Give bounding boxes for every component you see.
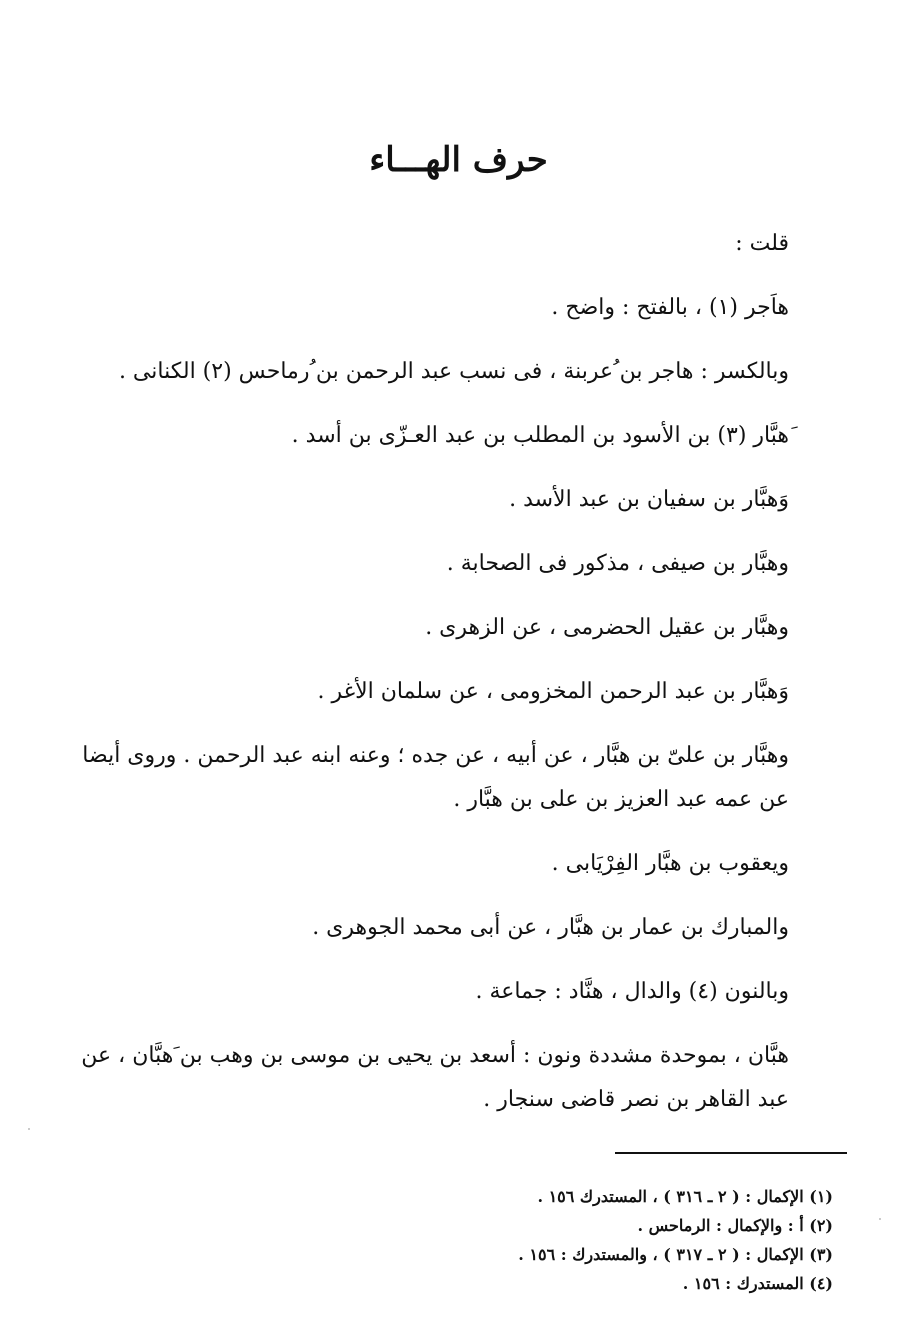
- footnote: (٢) أ : والإكمال : الرماحس .: [637, 1216, 833, 1235]
- body-text: [79, 212, 789, 1132]
- chapter-heading: حرف الهـــاء: [369, 140, 548, 180]
- footnotes: [273, 1182, 833, 1298]
- footnote: (٤) المستدرك : ١٥٦ .: [682, 1274, 833, 1293]
- body-line: وهبَّار بن عقيل الحضرمى ، عن الزهرى .: [425, 615, 789, 640]
- body-line: هاَجر (١) ، بالفتح : واضح .: [551, 295, 789, 320]
- body-line: وهبَّار بن علىّ بن هبَّار ، عن أبيه ، عن جده ؛ وعنه ابنه عبد الرحمن . وروى أيضا: [82, 743, 789, 768]
- scan-speck: [879, 1218, 881, 1220]
- body-line: وبالنون (٤) والدال ، هنَّاد : جماعة .: [475, 979, 789, 1004]
- body-line: وهبَّار بن صيفى ، مذكور فى الصحابة .: [446, 551, 789, 576]
- footnote: (٣) الإكمال : ( ٢ ـ ٣١٧ ) ، والمستدرك : ١٥٦ .: [518, 1245, 833, 1264]
- scan-speck: [28, 1128, 30, 1130]
- body-line: وَهبَّار بن عبد الرحمن المخزومى ، عن سلمان الأغر .: [317, 679, 789, 704]
- body-line: قلت :: [735, 231, 789, 256]
- body-line: وَهبَّار بن سفيان بن عبد الأسد .: [509, 487, 789, 512]
- body-line: َهبَّار (٣) بن الأسود بن المطلب بن عبد العـزّى بن أسد .: [291, 423, 789, 448]
- footnote: (١) الإكمال : ( ٢ ـ ٣١٦ ) ، المستدرك ١٥٦ .: [537, 1187, 833, 1206]
- body-line: ويعقوب بن هبَّار الفِرْيَابى .: [551, 851, 789, 876]
- footnote-divider: [615, 1152, 847, 1154]
- body-line: وبالكسر : هاجر بن ُعربنة ، فى نسب عبد الرحمن بن ُرماحس (٢) الكنانى .: [118, 359, 789, 384]
- body-line: والمبارك بن عمار بن هبَّار ، عن أبى محمد الجوهرى .: [312, 915, 789, 940]
- body-line: عبد القاهر بن نصر قاضى سنجار .: [483, 1087, 789, 1112]
- body-line: هبَّان ، بموحدة مشددة ونون : أسعد بن يحيى بن موسى بن وهب بن َهبَّان ، عن: [81, 1043, 789, 1068]
- body-line: عن عمه عبد العزيز بن على بن هبَّار .: [453, 787, 789, 812]
